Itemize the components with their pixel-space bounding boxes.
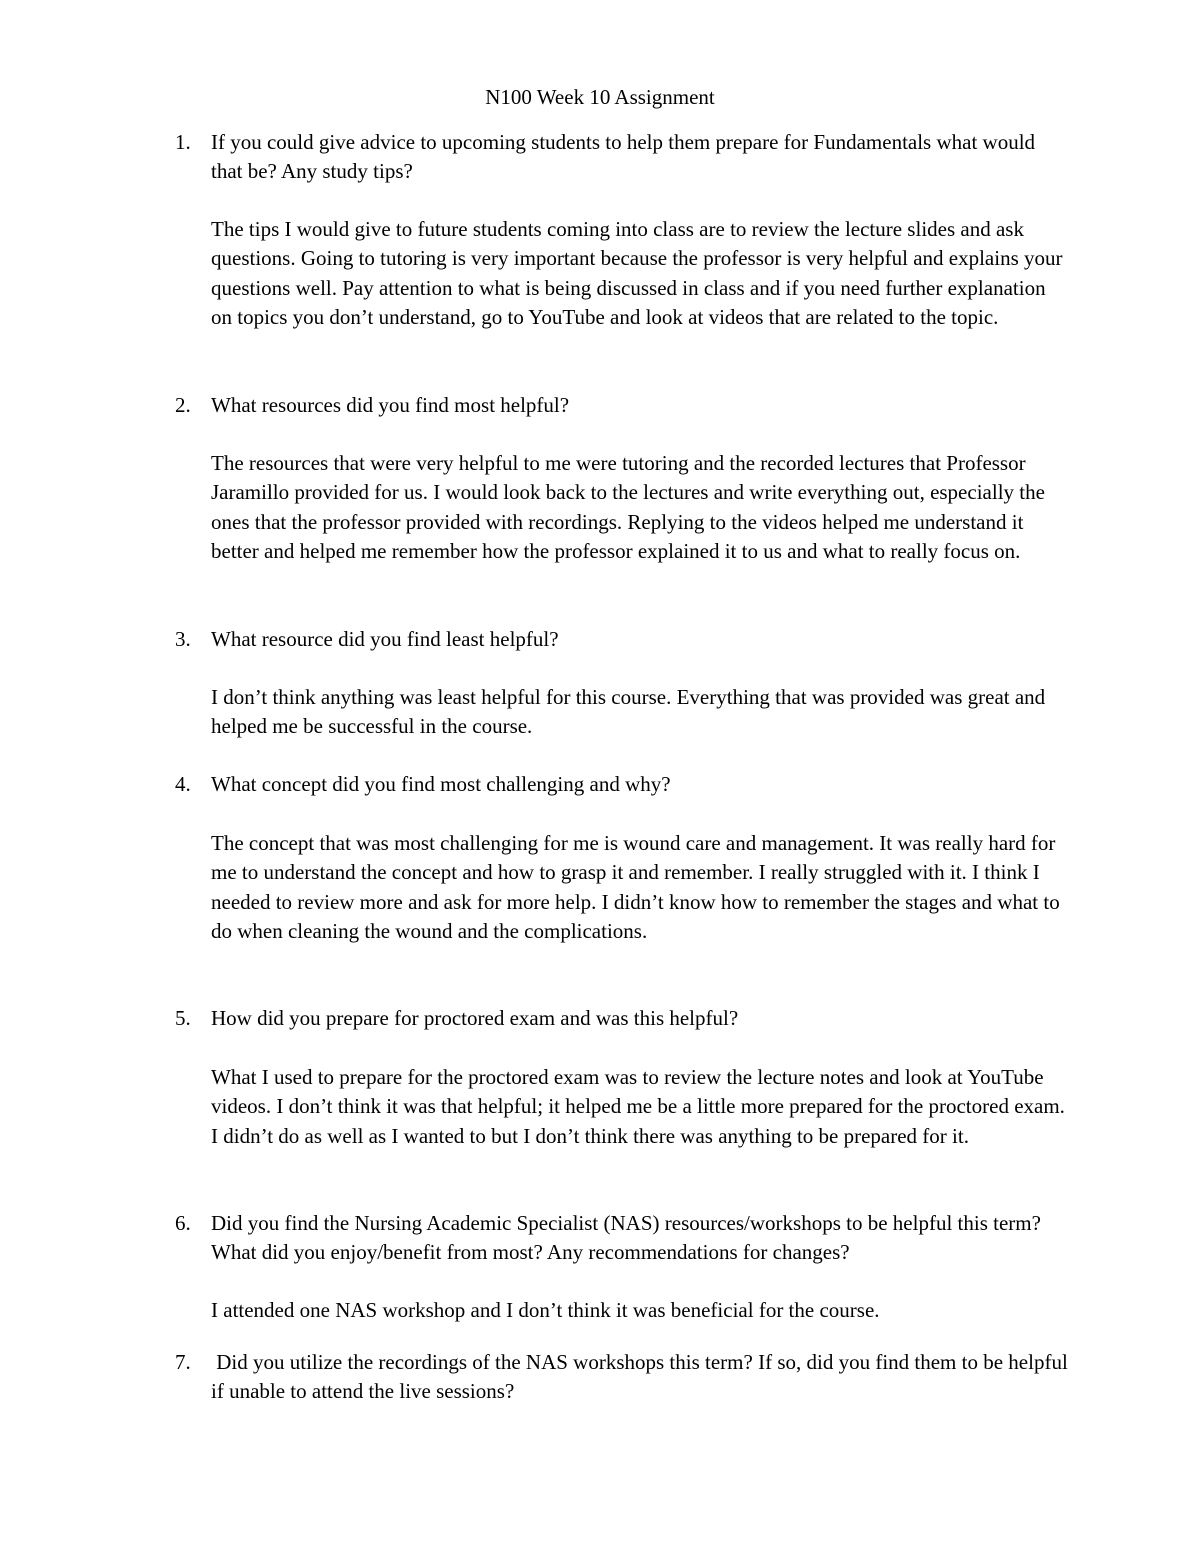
question-number: 2. bbox=[175, 393, 191, 417]
answer-text: The concept that was most challenging for me is wound care and management. It was really hard for me to understand the concept and how to grasp it and remember. I really struggled with it. I think I needed to review more and ask for more help. I didn’t know how to remember the stages and what to do when cleaning the wound and the complications. bbox=[211, 831, 1060, 943]
question-text: How did you prepare for proctored exam and was this helpful? bbox=[211, 1006, 739, 1030]
question-text: Did you utilize the recordings of the NAS workshops this term? If so, did you find them to be helpful if unable to attend the live sessions? bbox=[211, 1350, 1074, 1404]
question-number: 7. bbox=[175, 1350, 191, 1374]
question-text: What resource did you find least helpful? bbox=[211, 627, 559, 651]
answer-text: The tips I would give to future students coming into class are to review the lecture slides and ask questions. Going to tutoring is very important because the professor is very helpful and explains your questions well. Pay attention to what is being discussed in class and if you need further explanation on topics you don’t understand, go to YouTube and look at videos that are related to the topic. bbox=[211, 217, 1063, 329]
question-number: 6. bbox=[175, 1211, 191, 1235]
question-text: Did you find the Nursing Academic Specialist (NAS) resources/workshops to be helpful this term? What did you enjoy/benefit from most? Any recommendations for changes? bbox=[211, 1211, 1041, 1265]
question-number: 3. bbox=[175, 627, 191, 651]
question-number: 1. bbox=[175, 130, 191, 154]
answer-text: I don’t think anything was least helpful for this course. Everything that was provided was great and helped me be successful in the course. bbox=[211, 685, 1046, 739]
question-text: What resources did you find most helpful? bbox=[211, 393, 570, 417]
answer-text: I attended one NAS workshop and I don’t think it was beneficial for the course. bbox=[211, 1298, 880, 1322]
answer-text: What I used to prepare for the proctored exam was to review the lecture notes and look at YouTube videos. I don’t think it was that helpful; it helped me be a little more prepared for the proctored exam. I didn’t do as well as I wanted to but I don’t think there was anything to be prepared for it. bbox=[211, 1065, 1065, 1148]
question-text: If you could give advice to upcoming students to help them prepare for Fundamentals what would that be? Any study tips? bbox=[211, 130, 1036, 184]
question-number: 4. bbox=[175, 772, 191, 796]
answer-text: The resources that were very helpful to me were tutoring and the recorded lectures that Professor Jaramillo provided for us. I would look back to the lectures and write everything out, especially the ones that the professor provided with recordings. Replying to the videos helped me understand it better and helped me remember how the professor explained it to us and what to really focus on. bbox=[211, 451, 1045, 563]
question-number: 5. bbox=[175, 1006, 191, 1030]
question-text: What concept did you find most challenging and why? bbox=[211, 772, 671, 796]
document-title: N100 Week 10 Assignment bbox=[485, 85, 715, 109]
